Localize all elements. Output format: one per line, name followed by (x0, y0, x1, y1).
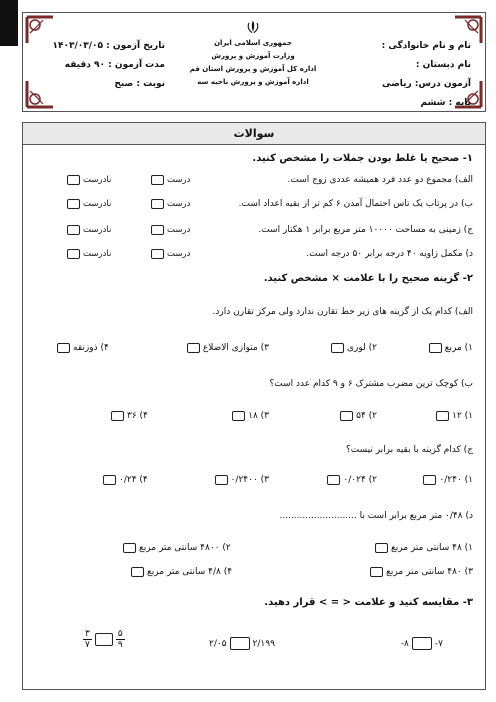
checkbox[interactable] (187, 343, 200, 353)
checkbox[interactable] (67, 225, 80, 235)
checkbox[interactable] (331, 343, 344, 353)
q2-c-option-3: ۳) ۰/۲۴۰۰ (215, 475, 269, 485)
checkbox[interactable] (151, 225, 164, 235)
checkbox[interactable] (436, 411, 449, 421)
compare-box[interactable] (412, 637, 432, 650)
q2-c-option-2: ۲) ۰/۰۲۴ (327, 475, 377, 485)
q2-b-option-3: ۳) ۱۸ (232, 411, 269, 421)
q1-item-b: ب) در پرتاب یک تاس احتمال آمدن ۶ کم تر از بقیه اعداد است. (238, 199, 473, 209)
checkbox[interactable] (232, 411, 245, 421)
checkbox[interactable] (103, 475, 116, 485)
ministry-label: وزارت آموزش و پرورش (211, 52, 295, 60)
exam-duration-label: مدت آزمون : ۹۰ دقیقه (64, 60, 165, 70)
checkbox[interactable] (327, 475, 340, 485)
q2-c-option-4: ۴) ۰/۲۴ (103, 475, 148, 485)
q2-b-option-2: ۲) ۵۴ (340, 411, 377, 421)
checkbox[interactable] (340, 411, 353, 421)
q2-d-option-3: ۳) ۴۸۰ سانتی متر مربع (370, 567, 473, 577)
district-office-label: اداره آموزش و پرورش ناحیه سه (197, 78, 309, 86)
checkbox[interactable] (215, 475, 228, 485)
checkbox[interactable] (57, 343, 70, 353)
q2-a-text: الف) کدام یک از گزینه های زیر خط تقارن ندارد ولی مرکز تقارن دارد. (212, 307, 473, 317)
scan-edge-bar (0, 0, 18, 46)
q1-a-true: درست (151, 175, 190, 185)
q3-title: ۳- مقایسه کنید و علامت < = > قرار دهید. (264, 597, 473, 608)
checkbox[interactable] (423, 475, 436, 485)
q2-d-text: د) ۰/۴۸ متر مربع برابر است با ........................... (279, 511, 473, 521)
ministry-block (183, 19, 323, 89)
checkbox[interactable] (151, 175, 164, 185)
exam-date-label: تاریخ آزمون : ۱۴۰۳/۰۳/۰۵ (52, 41, 165, 51)
checkbox[interactable] (429, 343, 442, 353)
q1-d-false: نادرست (67, 249, 111, 259)
q1-item-a: الف) مجموع دو عدد فرد همیشه عددی زوج است. (287, 175, 473, 185)
exam-info (45, 37, 165, 94)
q3-compare-3 (83, 629, 125, 650)
checkbox[interactable] (67, 249, 80, 259)
questions-box (22, 122, 486, 690)
subject-label: آزمون درس: ریاضی (382, 79, 471, 89)
q2-d-option-4: ۴) ۴/۸ سانتی متر مربع (131, 567, 232, 577)
q2-c-option-1: ۱) ۰/۲۴۰ (423, 475, 473, 485)
fraction-left: $\frac{۳}{۷}$ (85, 629, 90, 650)
checkbox[interactable] (151, 199, 164, 209)
q2-title: ۲- گزینه صحیح را با علامت × مشخص کنید. (263, 273, 473, 284)
checkbox[interactable] (151, 249, 164, 259)
q2-b-text: ب) کوچک ترین مضرب مشترک ۶ و ۹ کدام عدد است؟ (269, 379, 473, 389)
q1-c-true: درست (151, 225, 190, 235)
q3-compare-2: ۲/۰۵ ۲/۱۹۹ (209, 638, 275, 649)
exam-header (22, 12, 486, 112)
q1-c-false: نادرست (67, 225, 111, 235)
checkbox[interactable] (123, 543, 136, 553)
iran-emblem-icon (245, 19, 261, 35)
grade-label: پایه : ششم (420, 98, 471, 108)
exam-shift-label: نوبت : صبح (114, 79, 165, 89)
school-name-label: نام دبستان : (415, 60, 471, 70)
q2-c-text: ج) کدام گزینه با بقیه برابر نیست؟ (345, 445, 473, 455)
compare-box[interactable] (95, 633, 113, 646)
exam-sheet (22, 12, 486, 692)
q2-b-option-4: ۴) ۳۶ (111, 411, 148, 421)
q2-b-option-1: ۱) ۱۲ (436, 411, 473, 421)
q2-a-option-2: ۲) لوزی (331, 343, 377, 353)
province-office-label: اداره کل آموزش و پرورش استان قم (189, 65, 317, 73)
checkbox[interactable] (375, 543, 388, 553)
q1-item-d: د) مکمل زاویه ۴۰ درجه برابر ۵۰ درجه است. (306, 249, 473, 259)
q2-a-option-4: ۴) ذوزنقه (57, 343, 109, 353)
student-name-label: نام و نام خانوادگی : (381, 41, 471, 51)
checkbox[interactable] (370, 567, 383, 577)
q2-a-option-3: ۳) متوازی الاضلاع (187, 343, 269, 353)
compare-box[interactable] (230, 637, 250, 650)
q1-b-true: درست (151, 199, 190, 209)
q1-title: ۱- صحیح یا غلط بودن جملات را مشخص کنید. (252, 153, 473, 164)
checkbox[interactable] (67, 175, 80, 185)
checkbox[interactable] (111, 411, 124, 421)
q3-compare-1: -۸ -۷ (400, 638, 443, 649)
q2-d-option-1: ۱) ۴۸ سانتی متر مربع (375, 543, 473, 553)
checkbox[interactable] (67, 199, 80, 209)
student-info (341, 37, 471, 113)
fraction-right: $\frac{۵}{۹}$ (117, 629, 123, 650)
q2-d-option-2: ۲) ۴۸۰۰ سانتی متر مربع (123, 543, 231, 553)
q1-b-false: نادرست (67, 199, 111, 209)
q1-d-true: درست (151, 249, 190, 259)
q1-a-false: نادرست (67, 175, 111, 185)
q2-a-option-1: ۱) مربع (429, 343, 473, 353)
checkbox[interactable] (131, 567, 144, 577)
country-label: جمهوری اسلامی ایران (214, 39, 292, 47)
q1-item-c: ج) زمینی به مساحت ۱۰۰۰۰ متر مربع برابر ۱ هکتار است. (258, 225, 473, 235)
questions-title: سوالات (23, 123, 485, 145)
